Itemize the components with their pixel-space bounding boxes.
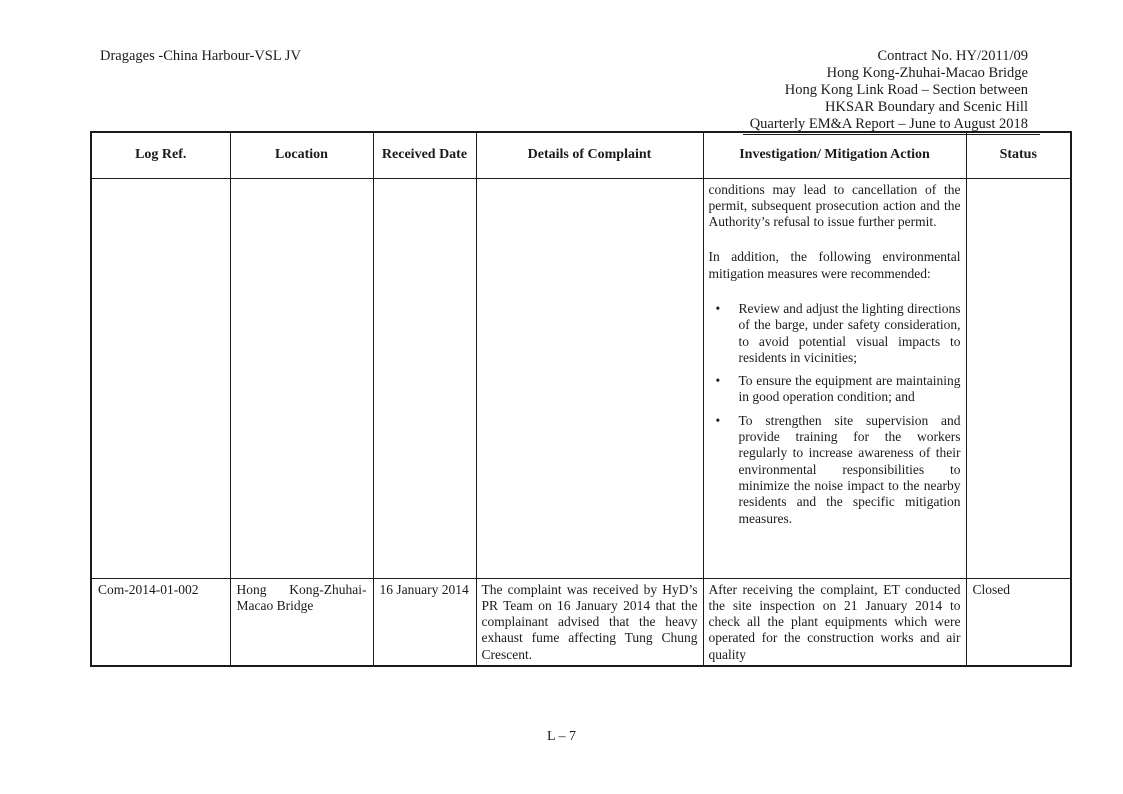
bullet-text: Review and adjust the lighting directions of the barge, under safety consideration, to avoid potential visual impacts to residents in vicinities; [738, 300, 961, 365]
investigation-cell [703, 178, 966, 578]
bullet-item [712, 373, 961, 406]
project-name: Hong Kong-Zhuhai-Macao Bridge [826, 65, 1028, 81]
bullet-text: To strengthen site supervision and provide training for the workers regularly to increase awareness of their environmental responsibilities to minimize the noise impact to the nearby residents and the specific mitigation measures. [738, 412, 961, 526]
project-section-line2: HKSAR Boundary and Scenic Hill [825, 99, 1028, 115]
status-cell-empty [966, 178, 1071, 578]
investigation-cell: After receiving the complaint, ET conducted the site inspection on 21 January 2014 to check all the plant equipments which were operated for the construction works and air quality [703, 578, 966, 666]
location-cell: Hong Kong-Zhuhai-Macao Bridge [230, 578, 373, 666]
bullet-item [712, 413, 961, 527]
page-number: L – 7 [546, 729, 577, 744]
column-header-status: Status [966, 132, 1071, 178]
contract-number: Contract No. HY/2011/09 [877, 48, 1028, 64]
table-row-complaint [91, 578, 1071, 666]
report-title-text: Quarterly EM&A Report – June to August 2018 [743, 116, 1040, 135]
received-date-cell: 16 January 2014 [373, 578, 476, 666]
log-ref-cell-empty [91, 178, 230, 578]
log-ref-cell: Com-2014-01-002 [91, 578, 230, 666]
complaint-log-table [90, 131, 1072, 667]
report-header-block [743, 48, 1028, 135]
received-date-cell-empty [373, 178, 476, 578]
investigation-paragraph: In addition, the following environmental mitigation measures were recommended: [708, 249, 961, 281]
details-cell: The complaint was received by HyD’s PR Team on 16 January 2014 that the complainant advised that the heavy exhaust fume affecting Tung Chung Crescent. [476, 578, 703, 666]
location-cell-empty [230, 178, 373, 578]
column-header-received-date: Received Date [373, 132, 476, 178]
details-cell-empty [476, 178, 703, 578]
column-header-details: Details of Complaint [476, 132, 703, 178]
status-cell: Closed [966, 578, 1071, 666]
bullet-icon: • [715, 373, 721, 389]
table-header-row [91, 132, 1071, 178]
contractor-title: Dragages -China Harbour-VSL JV [100, 48, 301, 64]
column-header-investigation: Investigation/ Mitigation Action [703, 132, 966, 178]
column-header-location: Location [230, 132, 373, 178]
column-header-log-ref: Log Ref. [91, 132, 230, 178]
investigation-paragraph: conditions may lead to cancellation of the permit, subsequent prosecution action and the Authority’s refusal to issue further permit. [708, 181, 961, 230]
bullet-item [712, 301, 961, 366]
bullet-icon: • [715, 412, 721, 428]
table-row-continuation [91, 178, 1071, 578]
bullet-icon: • [715, 300, 721, 316]
bullet-text: To ensure the equipment are maintaining in good operation condition; and [738, 373, 961, 405]
project-section-line1: Hong Kong Link Road – Section between [784, 82, 1028, 98]
